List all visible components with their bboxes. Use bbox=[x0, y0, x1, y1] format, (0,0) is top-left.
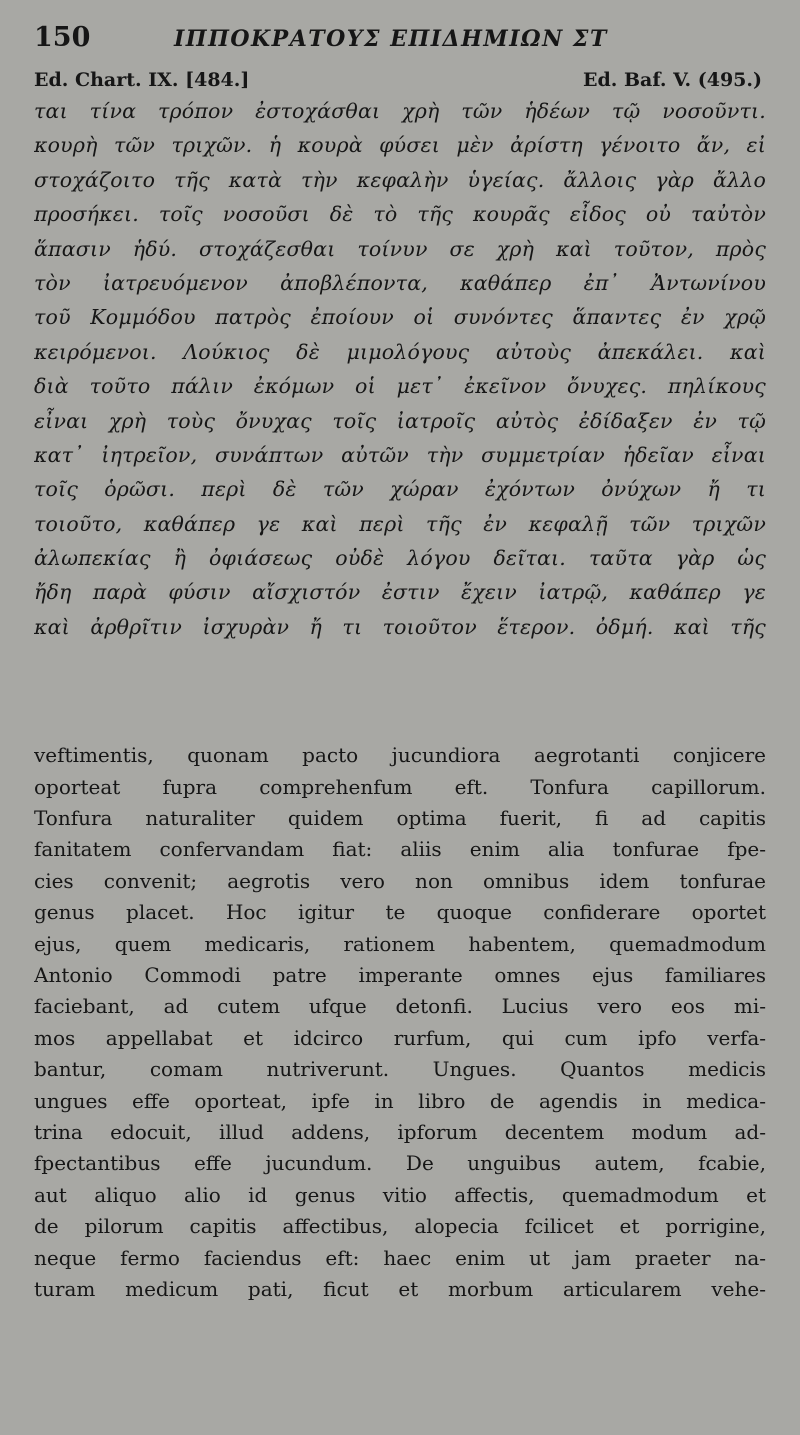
page-header bbox=[34, 22, 766, 66]
greek-text-line: τοιοῦτο, καθάπερ γε καὶ περὶ τῆς ἐν κεφαλῇ τῶν τριχῶν bbox=[34, 511, 766, 536]
latin-text-line: mos appellabat et idcirco rurfum, qui cum ipfo verfa- bbox=[34, 1025, 766, 1050]
latin-text-line: turam medicum pati, ficut et morbum articularem vehe- bbox=[34, 1276, 766, 1301]
greek-text-line: ἅπασιν ἡδύ. στοχάζεσθαι τοίνυν σε χρὴ καὶ τοῦτον, πρὸς bbox=[34, 236, 766, 261]
latin-text-line: fanitatem confervandam fiat: aliis enim alia tonfurae fpe- bbox=[34, 837, 766, 862]
greek-text-line: τοῖς ὁρῶσι. περὶ δὲ τῶν χώραν ἐχόντων ὀνύχων ἤ τι bbox=[34, 477, 766, 502]
greek-text-line: κειρόμενοι. Λούκιος δὲ μιμολόγους αὐτοὺς ἀπεκάλει. καὶ bbox=[34, 339, 766, 364]
latin-text-line: cies convenit; aegrotis vero non omnibus idem tonfurae bbox=[34, 868, 766, 893]
greek-text-line: προσήκει. τοῖς νοσοῦσι δὲ τὸ τῆς κουρᾶς εἶδος οὐ ταὐτὸν bbox=[34, 202, 766, 227]
latin-text-line: genus placet. Hoc igitur te quoque confiderare oportet bbox=[34, 900, 766, 925]
edition-references bbox=[34, 66, 766, 94]
greek-text-line: ἤδη παρὰ φύσιν αἴσχιστόν ἐστιν ἔχειν ἰατρῷ, καθάπερ γε bbox=[34, 580, 766, 605]
greek-text-line: ται τίνα τρόπον ἐστοχάσθαι χρὴ τῶν ἡδέων τῷ νοσοῦντι. bbox=[34, 99, 766, 123]
latin-text-line: fpectantibus effe jucundum. De unguibus autem, fcabie, bbox=[34, 1151, 766, 1176]
greek-text-line: τοῦ Κομμόδου πατρὸς ἐποίουν οἱ συνόντες ἅπαντες ἐν χρῷ bbox=[34, 305, 766, 330]
latin-text-line: bantur, comam nutriverunt. Ungues. Quantos medicis bbox=[34, 1057, 766, 1082]
latin-text-line: veftimentis, quonam pacto jucundiora aegrotanti conjicere bbox=[34, 743, 766, 768]
edition-reference-right: Ed. Baf. V. (495.) bbox=[583, 69, 762, 91]
latin-text-line: ungues effe oporteat, ipfe in libro de agendis in medica- bbox=[34, 1088, 766, 1113]
greek-text-line: στοχάζοιτο τῆς κατὰ τὴν κεφαλὴν ὑγείας. ἄλλοις γὰρ ἄλλο bbox=[34, 167, 766, 192]
latin-text-line: de pilorum capitis affectibus, alopecia fcilicet et porrigine, bbox=[34, 1214, 766, 1239]
edition-reference-left: Ed. Chart. IX. [484.] bbox=[34, 69, 250, 91]
greek-text-line: διὰ τοῦτο πάλιν ἐκόμων οἱ μετ᾽ ἐκεῖνον ὄνυχες. πηλίκους bbox=[34, 374, 766, 399]
latin-text-block bbox=[34, 740, 766, 1305]
latin-text-line: faciebant, ad cutem ufque detonfi. Lucius vero eos mi- bbox=[34, 994, 766, 1019]
block-separator bbox=[34, 644, 766, 740]
running-title: ΙΠΠΟΚΡΑΤΟΥΣ ΕΠΙΔΗΜΙΩΝ ΣΤ bbox=[174, 26, 608, 52]
latin-text-line: ejus, quem medicaris, rationem habentem, quemadmodum bbox=[34, 931, 766, 956]
greek-text-line: ἀλωπεκίας ἢ ὀφιάσεως οὐδὲ λόγου δεῖται. ταῦτα γὰρ ὡς bbox=[34, 546, 766, 571]
latin-text-line: Antonio Commodi patre imperante omnes ejus familiares bbox=[34, 962, 766, 987]
greek-text-line: καὶ ἀρθρῖτιν ἰσχυρὰν ἤ τι τοιοῦτον ἕτερον. ὀδμή. καὶ τῆς bbox=[34, 614, 766, 639]
latin-text-line: aut aliquo alio id genus vitio affectis, quemadmodum et bbox=[34, 1182, 766, 1207]
latin-text-line: Tonfura naturaliter quidem optima fuerit, fi ad capitis bbox=[34, 806, 766, 831]
latin-text-line: oporteat fupra comprehenfum eft. Tonfura capillorum. bbox=[34, 774, 766, 799]
greek-text-line: κουρὴ τῶν τριχῶν. ἡ κουρὰ φύσει μὲν ἀρίστη γένοιτο ἄν, εἰ bbox=[34, 133, 766, 158]
greek-text-line: κατ᾽ ἰητρεῖον, συνάπτων αὐτῶν τὴν συμμετρίαν ἡδεῖαν εἶναι bbox=[34, 442, 766, 467]
greek-text-block bbox=[34, 94, 766, 644]
page-number: 150 bbox=[34, 22, 91, 53]
latin-text-line: neque fermo faciendus eft: haec enim ut jam praeter na- bbox=[34, 1245, 766, 1270]
latin-text-line: trina edocuit, illud addens, ipforum decentem modum ad- bbox=[34, 1119, 766, 1144]
greek-text-line: τὸν ἰατρευόμενον ἀποβλέποντα, καθάπερ ἐπ᾽ Ἀντωνίνου bbox=[34, 270, 766, 295]
greek-text-line: εἶναι χρὴ τοὺς ὄνυχας τοῖς ἰατροῖς αὐτὸς ἐδίδαξεν ἐν τῷ bbox=[34, 408, 766, 433]
